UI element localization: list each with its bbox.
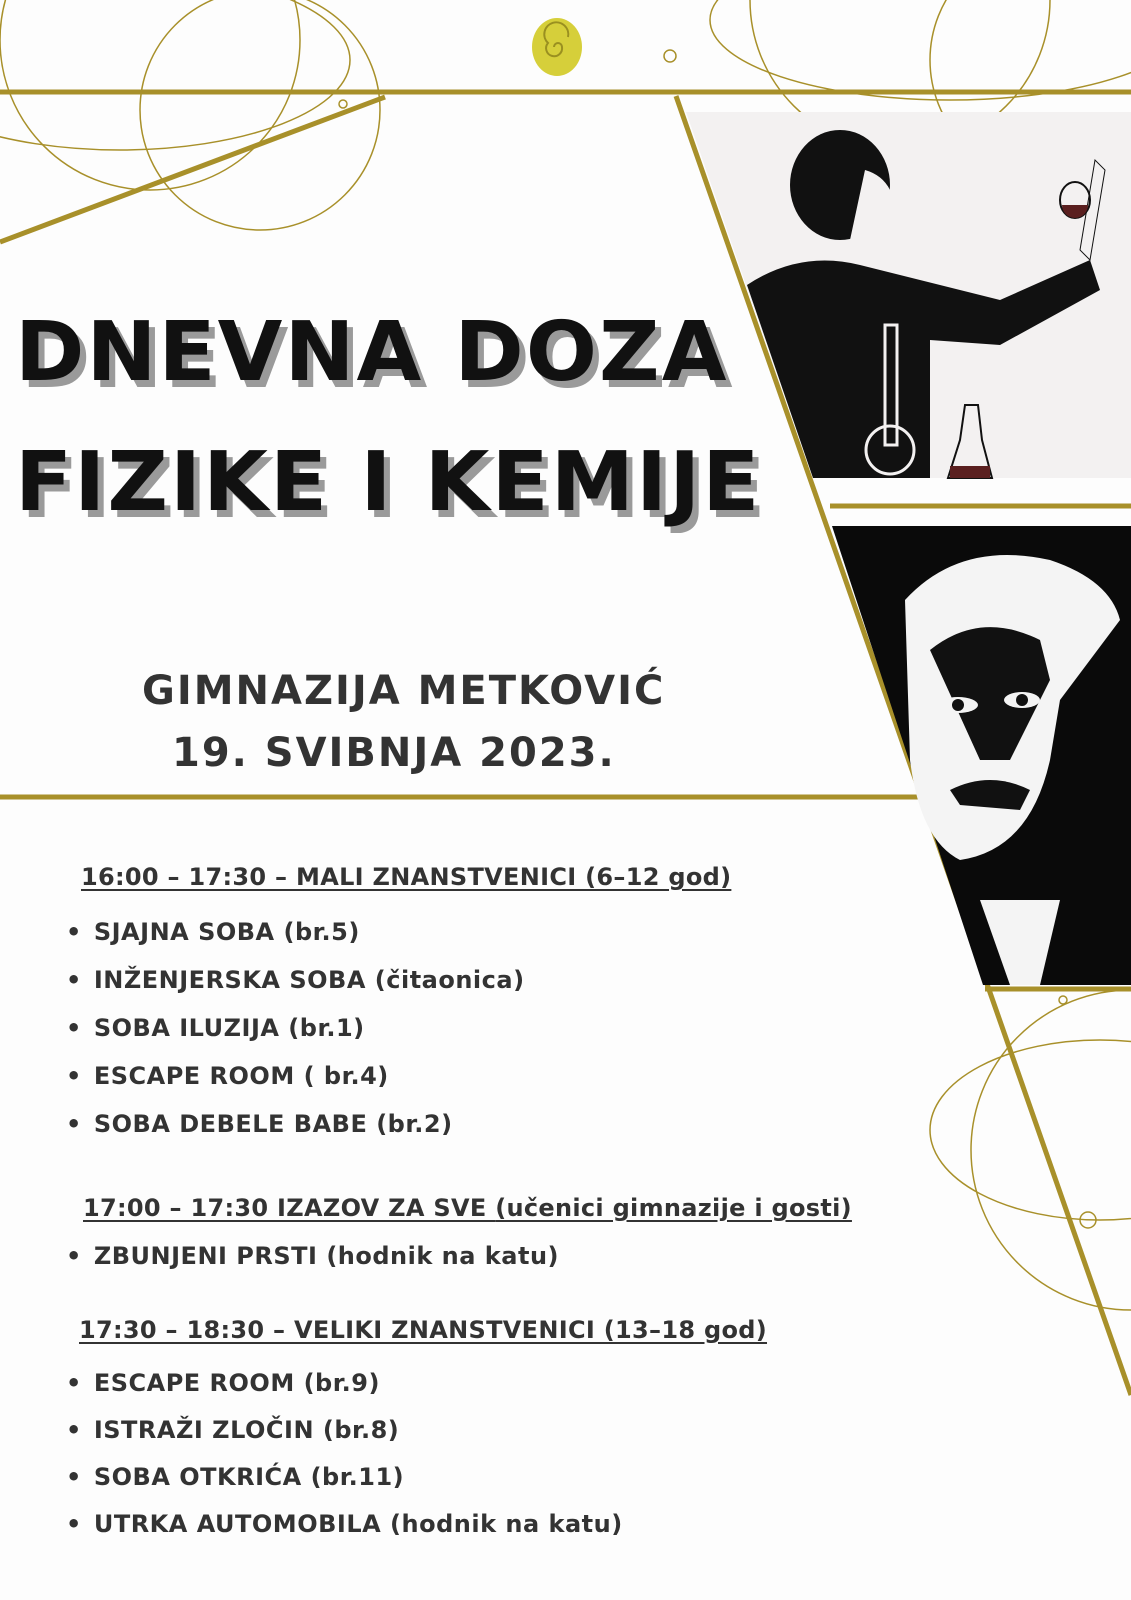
heading-text: 17:00 – 17:30 IZAZOV ZA SVE: [83, 1194, 496, 1222]
title-line-2: FIZIKE I KEMIJE: [15, 435, 762, 530]
list-mali-znanstvenici: [66, 908, 525, 1148]
list-item: • SOBA DEBELE BABE (br.2): [66, 1100, 525, 1148]
list-item: • SOBA ILUZIJA (br.1): [66, 1004, 525, 1052]
logo-shell-icon: [532, 18, 582, 76]
list-item: • ZBUNJENI PRSTI (hodnik na katu): [66, 1232, 559, 1280]
list-item: • UTRKA AUTOMOBILA (hodnik na katu): [66, 1501, 623, 1548]
list-item: • ISTRAŽI ZLOČIN (br.8): [66, 1407, 623, 1454]
list-veliki-znanstvenici: [66, 1360, 623, 1548]
title-line-1: DNEVNA DOZA: [15, 305, 729, 400]
list-izazov: [66, 1232, 559, 1280]
list-item: • ESCAPE ROOM ( br.4): [66, 1052, 525, 1100]
school-name: GIMNAZIJA METKOVIĆ: [142, 668, 666, 714]
heading-subtext: (učenici gimnazije i gosti): [495, 1194, 852, 1222]
scientist-woman-illustration: [686, 112, 1131, 478]
list-item: • ESCAPE ROOM (br.9): [66, 1360, 623, 1407]
einstein-portrait-illustration: [832, 526, 1131, 985]
section-heading-mali-znanstvenici: [81, 863, 731, 891]
heading-text: 17:30 – 18:30 – VELIKI ZNANSTVENICI (13–18 god): [79, 1316, 768, 1344]
event-date: 19. SVIBNJA 2023.: [172, 730, 616, 776]
section-heading-izazov: [83, 1194, 852, 1222]
section-heading-veliki-znanstvenici: [79, 1316, 767, 1344]
list-item: • SOBA OTKRIĆA (br.11): [66, 1454, 623, 1501]
list-item: • INŽENJERSKA SOBA (čitaonica): [66, 956, 525, 1004]
list-item: • SJAJNA SOBA (br.5): [66, 908, 525, 956]
heading-text: 16:00 – 17:30 – MALI ZNANSTVENICI (6–12 god): [81, 863, 732, 891]
